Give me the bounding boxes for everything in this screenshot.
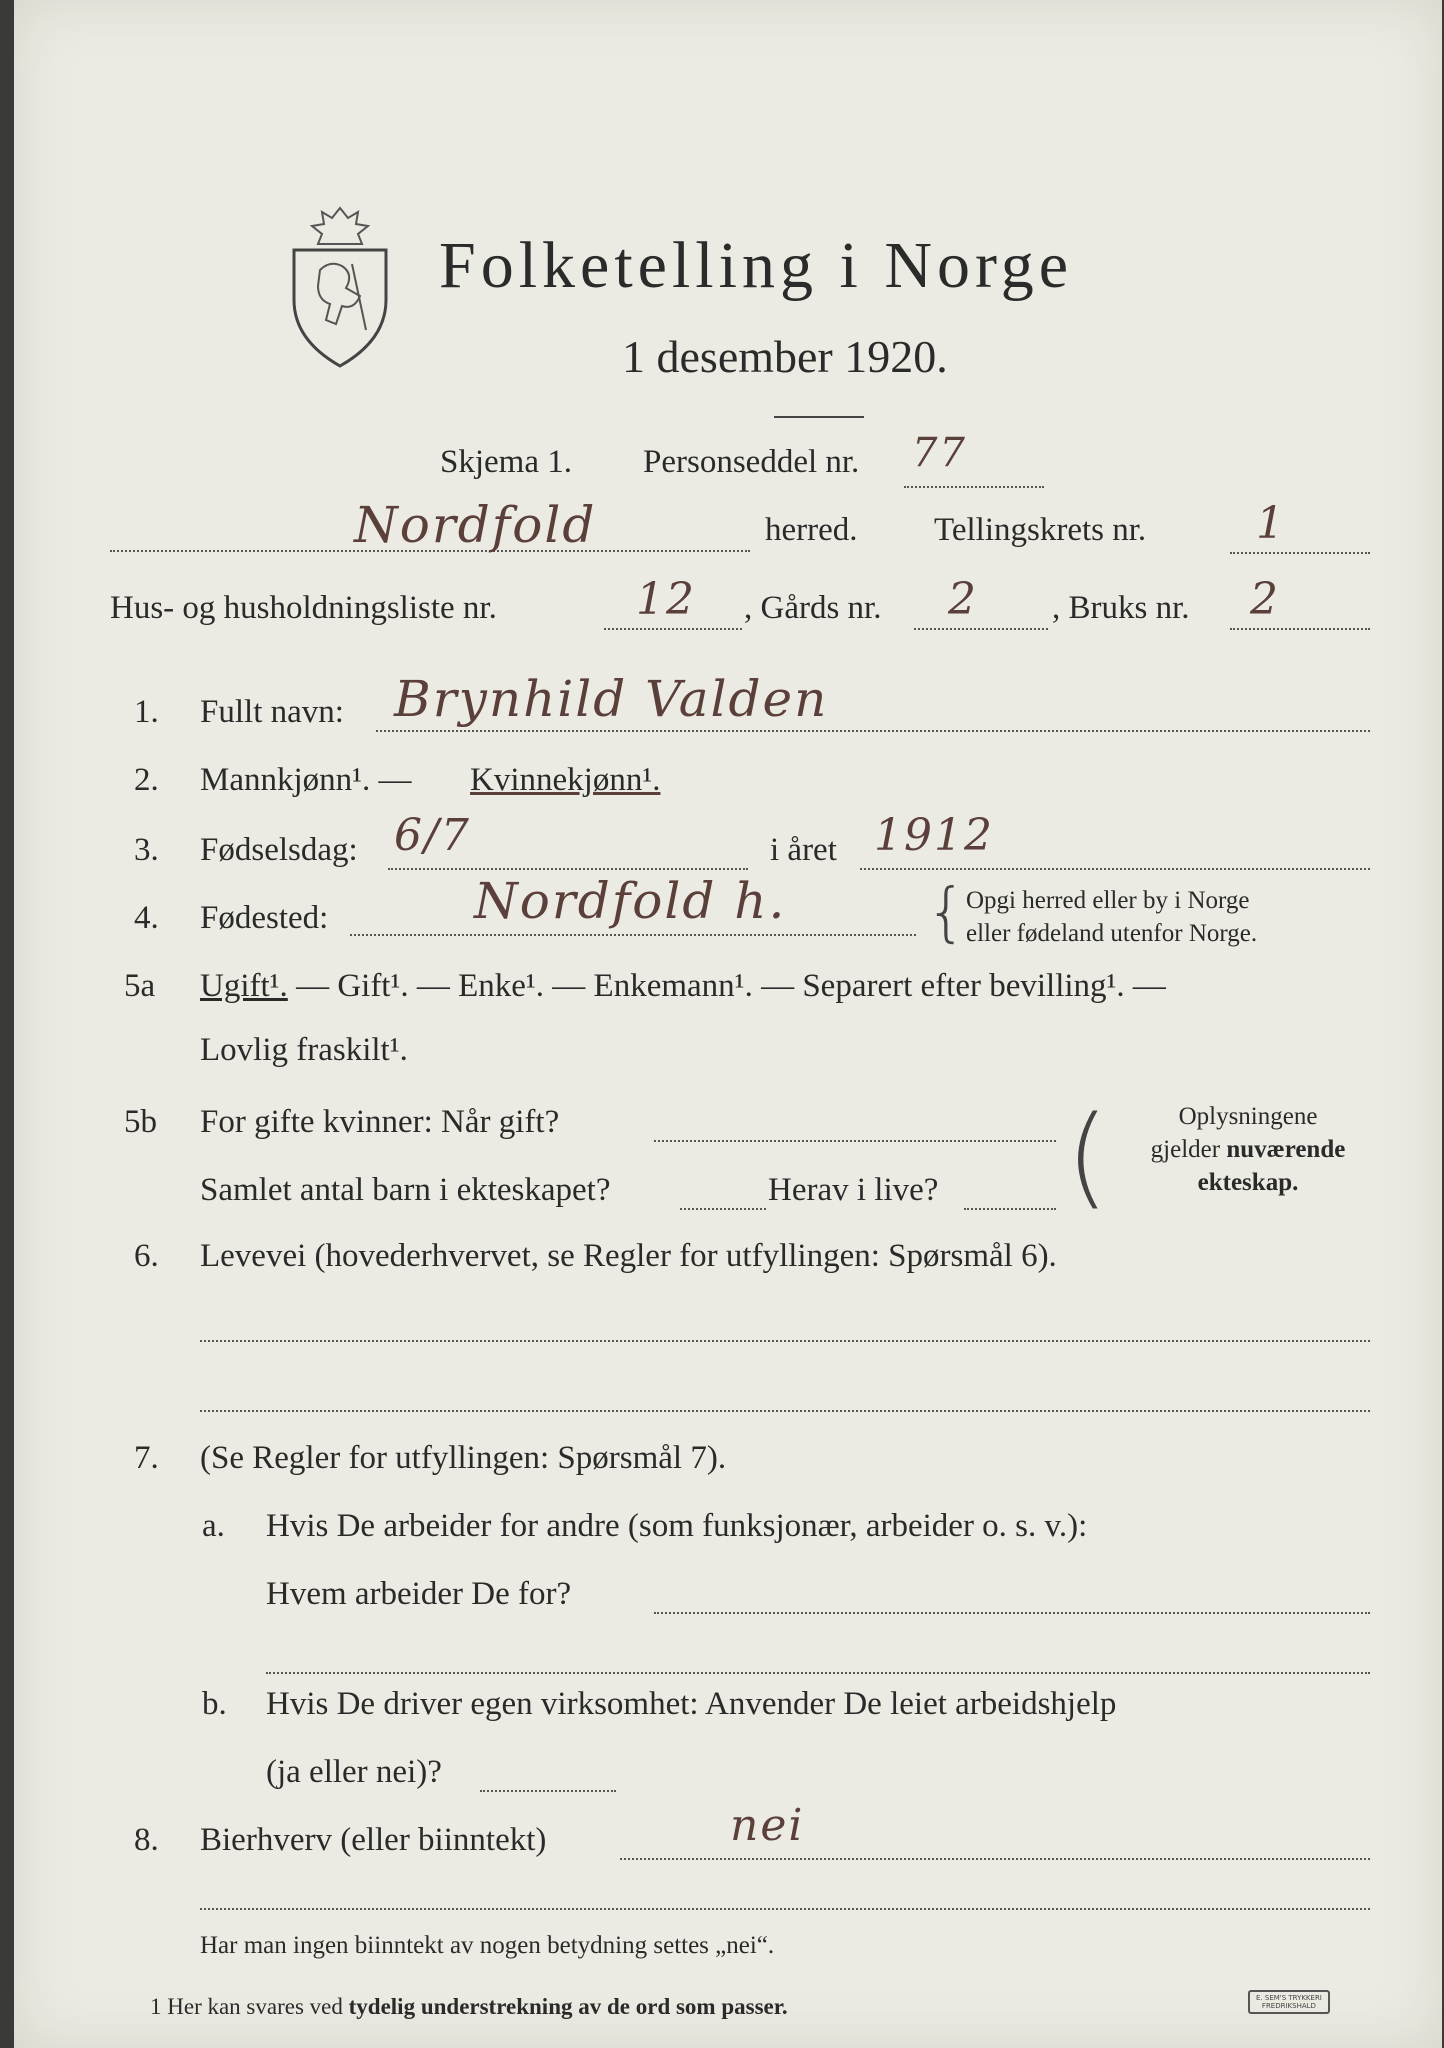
page-subtitle: 1 desember 1920.	[622, 331, 948, 382]
coat-of-arms-icon	[280, 200, 400, 370]
q2-male-option[interactable]: Mannkjønn¹. —	[200, 762, 412, 798]
gards-label: , Gårds nr.	[744, 590, 882, 626]
bruks-value[interactable]: 2	[1250, 574, 1280, 625]
full-name-value[interactable]: Brynhild Valden	[394, 670, 829, 728]
q2-female-option[interactable]: Kvinnekjønn¹.	[470, 762, 661, 798]
printer-stamp: E. SEM'S TRYKKERI FREDRIKSHALD	[1248, 1990, 1330, 2014]
page-title: Folketelling i Norge	[439, 229, 1074, 302]
q5a-number: 5a	[124, 968, 156, 1004]
q4-label: Fødested:	[200, 900, 329, 936]
q3-label: Fødselsdag:	[200, 832, 358, 868]
q5b-alive-label: Herav i live?	[768, 1172, 939, 1208]
census-form-sheet: Folketelling i Norge 1 desember 1920. Skjema 1. Personseddel nr. 77 Nordfold herred. Tellingskrets nr. 1 Hus- og husholdningsliste nr. 12 , Gårds nr. 2 , Bruks nr. 2 1. Fullt navn: Brynhild Valden 2. Mannkjønn¹. — Kvinnekjønn¹. 3. Fødselsdag: 6/7 i året 1912 4. Fødested: Nordfold h. { Opgi herred eller by i Norge eller fødeland utenfor Norge. 5a Ugift¹. — Gift¹. — Enke¹. — Enkemann¹. — Separert efter bevilling¹. — Lovlig fraskilt¹. 5b For gifte kvinner: Når gift? Samlet antal barn i ekteskapet? Herav i live? ( Oplysningene gjelder nuværende ekteskap. 6. Levevei (hovederhvervet, se Regler for utfyllingen: Spørsmål 6). 7. (Se Regler for utfyllingen: Spørsmål 7). a. Hvis De arbeider for andre (som funksjonær, arbeider o. s. v.): Hvem arbeider De for? b. Hvis De driver egen virksomhet: Anvender De leiet arbeidshjelp (ja eller nei)? 8. Bierhverv (eller biinntekt) nei Har man ingen biinntekt av nogen betydning settes „nei“. 1 Her kan svares ved tydelig understrekning av de ord som passer. E. SEM'S TRYKKERI FREDRIKSHALD	[14, 0, 1442, 2048]
q5a-options-line2[interactable]: Lovlig fraskilt¹.	[200, 1032, 408, 1068]
personseddel-number-value[interactable]: 77	[912, 430, 967, 476]
title-divider	[774, 416, 864, 418]
tellingskrets-value[interactable]: 1	[1256, 498, 1286, 549]
q7b-letter: b.	[202, 1686, 227, 1722]
footnote: 1 Her kan svares ved tydelig understrekning av de ord som passer.	[150, 1994, 788, 2019]
q5b-note: Oplysningene gjelder nuværende ekteskap.	[1150, 1103, 1346, 1196]
birth-year-value[interactable]: 1912	[874, 810, 994, 861]
q5a-option-ugift[interactable]: Ugift¹.	[200, 968, 288, 1004]
q7b-question: (ja eller nei)?	[266, 1754, 442, 1790]
gards-value[interactable]: 2	[948, 574, 978, 625]
q5b-number: 5b	[124, 1104, 157, 1140]
q2-number: 2.	[134, 762, 159, 798]
q7a-label: Hvis De arbeider for andre (som funksjonær, arbeider o. s. v.):	[266, 1508, 1088, 1544]
q1-number: 1.	[134, 694, 159, 730]
q7-number: 7.	[134, 1440, 159, 1476]
q5b-children-label: Samlet antal barn i ekteskapet?	[200, 1172, 611, 1208]
side-income-value[interactable]: nei	[730, 1800, 805, 1851]
q7b-label: Hvis De driver egen virksomhet: Anvender De leiet arbeidshjelp	[266, 1686, 1117, 1722]
birthplace-value[interactable]: Nordfold h.	[474, 872, 787, 930]
husholdningsliste-value[interactable]: 12	[636, 574, 696, 625]
q5b-married-label: For gifte kvinner: Når gift?	[200, 1104, 560, 1140]
q5a-options-line1: Ugift¹. — Gift¹. — Enke¹. — Enkemann¹. — Separert efter bevilling¹. —	[200, 968, 1166, 1004]
q3-year-label: i året	[770, 832, 837, 868]
herred-value[interactable]: Nordfold	[354, 496, 597, 554]
schema-label: Skjema 1.	[440, 444, 572, 480]
q8-number: 8.	[134, 1822, 159, 1858]
q4-note: Opgi herred eller by i Norge eller fødeland utenfor Norge.	[966, 887, 1258, 947]
husholdningsliste-label: Hus- og husholdningsliste nr.	[110, 590, 497, 626]
q4-number: 4.	[134, 900, 159, 936]
q7a-question: Hvem arbeider De for?	[266, 1576, 572, 1612]
herred-label: herred.	[765, 512, 858, 548]
q6-label: Levevei (hovederhvervet, se Regler for utfyllingen: Spørsmål 6).	[200, 1238, 1057, 1274]
footer-note: Har man ingen biinntekt av nogen betydning settes „nei“.	[200, 1932, 775, 1959]
bruks-label: , Bruks nr.	[1052, 590, 1190, 626]
tellingskrets-label: Tellingskrets nr.	[934, 512, 1147, 548]
q7-label: (Se Regler for utfyllingen: Spørsmål 7).	[200, 1440, 727, 1476]
q8-label: Bierhverv (eller biinntekt)	[200, 1822, 547, 1858]
q7a-letter: a.	[202, 1508, 225, 1544]
q3-number: 3.	[134, 832, 159, 868]
q6-number: 6.	[134, 1238, 159, 1274]
birthdate-value[interactable]: 6/7	[394, 810, 471, 861]
q1-label: Fullt navn:	[200, 694, 344, 730]
personseddel-label: Personseddel nr.	[643, 444, 860, 480]
